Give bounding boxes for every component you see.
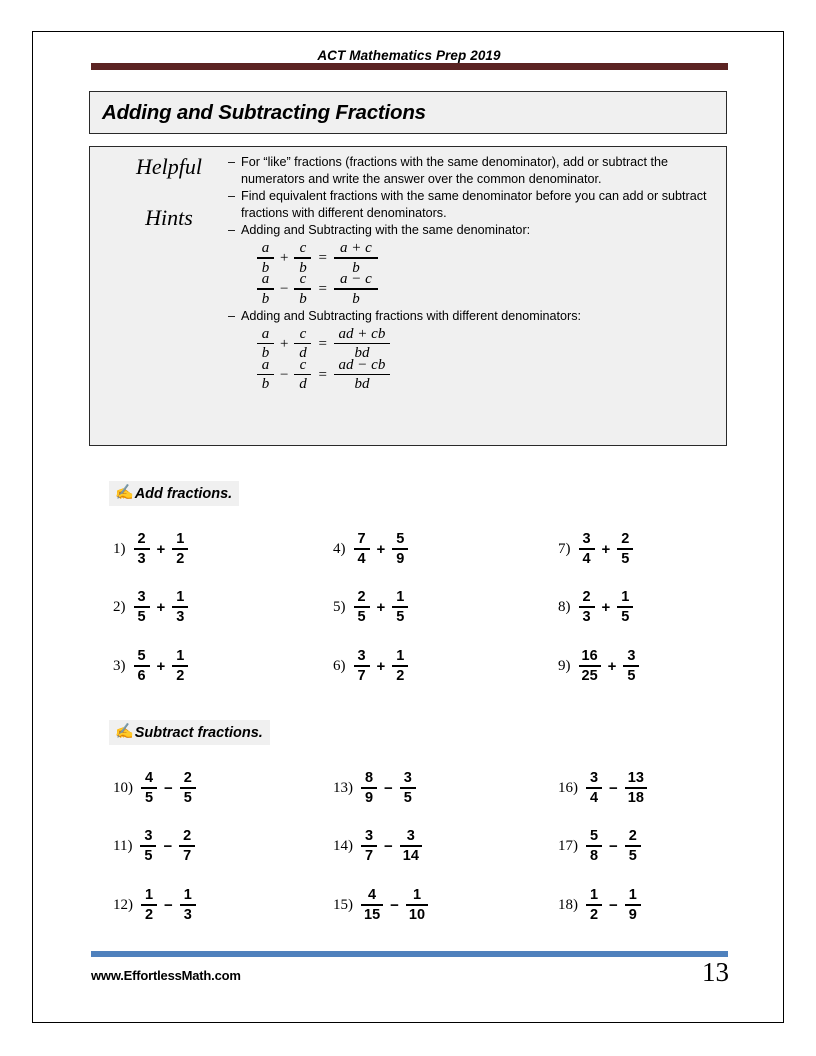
numerator: c <box>299 356 307 373</box>
problem-number: 17) <box>558 837 578 854</box>
operator: − <box>609 896 618 914</box>
fraction-operand <box>625 829 641 863</box>
operator: − <box>164 896 173 914</box>
hint-text: Adding and Subtracting fractions with different denominators: <box>241 308 582 323</box>
fraction-operand <box>400 829 422 863</box>
running-header-title: ACT Mathematics Prep 2019 <box>317 48 501 63</box>
page-content <box>33 32 785 1024</box>
fraction-operand <box>406 888 428 922</box>
fraction-operand <box>586 771 602 805</box>
numerator: 1 <box>621 589 630 605</box>
denominator: 10 <box>408 906 426 923</box>
hint-line <box>228 188 714 221</box>
fraction-operand <box>134 649 150 683</box>
denominator: 5 <box>621 608 630 625</box>
denominator: 25 <box>581 667 598 684</box>
fraction-operand <box>623 649 639 683</box>
fraction-operand <box>141 888 157 922</box>
numerator: 2 <box>582 589 591 605</box>
denominator: 3 <box>137 550 146 567</box>
operator: + <box>156 540 166 558</box>
numerator: 1 <box>183 887 192 903</box>
fraction-operand <box>579 649 601 683</box>
operator: − <box>164 779 173 797</box>
problem-number: 14) <box>333 837 353 854</box>
fraction-operand <box>172 590 188 624</box>
fraction-operand <box>180 771 196 805</box>
numerator: 8 <box>364 770 374 786</box>
numerator: ad − cb <box>338 356 386 373</box>
numerator: 3 <box>627 648 636 664</box>
denominator: 5 <box>621 550 630 567</box>
problem-expression <box>139 829 196 863</box>
problem-expression <box>585 888 642 922</box>
hint-dash: – <box>228 189 236 204</box>
denominator: 9 <box>396 550 405 567</box>
section-title: Subtract fractions. <box>134 724 263 741</box>
fraction-operand <box>625 888 641 922</box>
fraction-operand <box>586 888 602 922</box>
problem-number: 2) <box>113 598 126 615</box>
problem-item[interactable] <box>333 590 409 624</box>
formula-row <box>256 356 714 393</box>
problem-expression <box>133 649 190 683</box>
chapter-title-box <box>89 91 727 134</box>
hint-dash: – <box>228 155 236 169</box>
fraction-operand <box>617 590 633 624</box>
numerator: c <box>299 325 307 342</box>
numerator: ad + cb <box>338 325 386 342</box>
quill-icon: ✍ <box>115 484 134 501</box>
denominator: 2 <box>396 667 405 684</box>
problem-item[interactable] <box>333 771 417 805</box>
operator: + <box>280 249 289 266</box>
problem-item[interactable] <box>558 771 648 805</box>
denominator: 3 <box>582 608 591 625</box>
numerator: a <box>261 240 270 257</box>
hints-label-line1: Helpful <box>136 154 202 179</box>
numerator: 2 <box>621 531 630 547</box>
problem-expression <box>585 771 648 805</box>
problem-expression <box>578 532 635 566</box>
denominator: 3 <box>183 906 192 923</box>
denominator: 5 <box>627 667 636 684</box>
denominator: 3 <box>176 608 185 625</box>
problem-expression <box>578 649 641 683</box>
denominator: 6 <box>137 667 146 684</box>
denominator: b <box>261 290 270 307</box>
problem-expression <box>353 649 410 683</box>
denominator: b <box>299 259 307 276</box>
problem-expression <box>360 888 429 922</box>
operator: + <box>376 598 386 616</box>
numerator: 3 <box>406 828 415 844</box>
denominator: b <box>299 290 307 307</box>
numerator: 13 <box>627 770 644 786</box>
problem-number: 6) <box>333 657 346 674</box>
numerator: a <box>261 325 270 342</box>
numerator: 16 <box>581 648 598 664</box>
fraction-operand <box>140 829 156 863</box>
denominator: 5 <box>144 847 153 864</box>
denominator: 2 <box>144 906 154 923</box>
numerator: 1 <box>176 531 185 547</box>
fraction-operand <box>180 888 196 922</box>
numerator: 3 <box>137 589 146 605</box>
denominator: 5 <box>183 789 192 806</box>
numerator: 1 <box>144 887 154 903</box>
problem-item[interactable] <box>333 888 429 922</box>
problem-number: 1) <box>113 540 126 557</box>
section-title: Add fractions. <box>134 485 233 502</box>
problem-expression <box>353 532 410 566</box>
numerator: 3 <box>364 828 374 844</box>
numerator: 5 <box>137 648 146 664</box>
fraction-result <box>334 272 378 307</box>
problem-number: 5) <box>333 598 346 615</box>
operator: − <box>384 837 393 855</box>
operator: + <box>376 657 386 675</box>
problem-number: 4) <box>333 540 346 557</box>
numerator: 3 <box>582 531 591 547</box>
numerator: c <box>299 240 307 257</box>
operator: − <box>384 779 393 797</box>
numerator: 5 <box>396 531 405 547</box>
quill-icon: ✍ <box>115 723 134 740</box>
numerator: 1 <box>412 887 422 903</box>
footer-rule <box>91 951 728 957</box>
formula-group-different-denominator <box>256 325 714 393</box>
numerator: a − c <box>340 271 372 288</box>
numerator: 1 <box>628 887 637 903</box>
numerator: 2 <box>137 531 146 547</box>
hint-text: Find equivalent fractions with the same denominator before you can add or subtract fractions with different denominators. <box>241 189 707 220</box>
denominator: 5 <box>628 847 637 864</box>
denominator: 2 <box>176 550 185 567</box>
operator: − <box>163 837 173 855</box>
operator: + <box>280 335 289 352</box>
denominator: d <box>299 345 307 362</box>
operator: − <box>609 837 618 855</box>
denominator: 14 <box>402 847 419 864</box>
denominator: 5 <box>403 789 412 806</box>
problem-item[interactable] <box>558 649 640 683</box>
problem-expression <box>585 829 642 863</box>
problem-expression <box>578 590 635 624</box>
hint-text: For “like” fractions (fractions with the same denominator), add or subtract the numerators and write the answer over the common denominator. <box>241 155 668 186</box>
hint-line <box>228 308 714 325</box>
numerator: 2 <box>183 828 192 844</box>
problem-number: 16) <box>558 779 578 796</box>
denominator: 15 <box>364 906 381 923</box>
fraction-operand <box>354 590 370 624</box>
numerator: 5 <box>589 828 599 844</box>
numerator: c <box>299 271 307 288</box>
numerator: 2 <box>628 828 637 844</box>
fraction-operand <box>617 532 633 566</box>
numerator: 4 <box>368 887 377 903</box>
operator: − <box>280 366 289 383</box>
numerator: 2 <box>183 770 192 786</box>
denominator: 7 <box>183 847 192 864</box>
fraction-operand <box>586 829 602 863</box>
problem-number: 11) <box>113 837 133 854</box>
denominator: 5 <box>144 789 154 806</box>
denominator: bd <box>354 376 370 393</box>
numerator: a <box>261 356 270 373</box>
page-frame <box>32 31 784 1023</box>
hint-line <box>228 154 714 187</box>
problem-item[interactable] <box>558 829 642 863</box>
formula-row <box>256 271 714 307</box>
denominator: 9 <box>628 906 637 923</box>
numerator: a <box>261 271 270 288</box>
operator: + <box>156 657 166 675</box>
problem-item[interactable] <box>113 771 197 805</box>
hint-dash: – <box>228 308 236 323</box>
footer-website-url: www.EffortlessMath.com <box>91 968 241 983</box>
fraction-operand <box>134 532 150 566</box>
problem-expression <box>140 771 197 805</box>
problem-expression <box>133 590 190 624</box>
problem-number: 12) <box>113 896 133 913</box>
fraction-operand <box>392 590 408 624</box>
formula-group-same-denominator <box>256 240 714 307</box>
fraction-operand <box>294 358 311 393</box>
fraction-operand <box>257 272 274 307</box>
fraction-operand <box>361 829 377 863</box>
problem-item[interactable] <box>113 888 197 922</box>
denominator: 7 <box>364 847 374 864</box>
helpful-hints-label <box>104 155 234 230</box>
numerator: 1 <box>176 589 185 605</box>
fraction-operand <box>257 358 274 393</box>
equals-sign: = <box>318 249 327 266</box>
hint-line <box>228 222 714 239</box>
problem-expression <box>133 532 190 566</box>
numerator: a + c <box>340 240 372 257</box>
fraction-operand <box>134 590 150 624</box>
fraction-operand <box>400 771 416 805</box>
denominator: b <box>352 290 360 307</box>
operator: + <box>607 657 617 675</box>
denominator: b <box>261 259 270 276</box>
denominator: bd <box>354 345 370 362</box>
problem-expression <box>140 888 197 922</box>
numerator: 2 <box>357 589 366 605</box>
problem-number: 9) <box>558 657 571 674</box>
denominator: 5 <box>396 608 405 625</box>
fraction-operand <box>294 272 311 307</box>
denominator: b <box>261 376 270 393</box>
problem-item[interactable] <box>113 649 189 683</box>
denominator: 2 <box>176 667 185 684</box>
problem-item[interactable] <box>558 590 634 624</box>
numerator: 1 <box>176 648 185 664</box>
problem-number: 15) <box>333 896 353 913</box>
denominator: 7 <box>357 667 366 684</box>
problem-number: 13) <box>333 779 353 796</box>
formula-row <box>256 325 714 362</box>
denominator: 4 <box>589 789 599 806</box>
fraction-operand <box>172 649 188 683</box>
denominator: d <box>299 376 307 393</box>
operator: + <box>601 598 611 616</box>
operator: + <box>376 540 386 558</box>
fraction-operand <box>392 532 408 566</box>
hint-text: Adding and Subtracting with the same denominator: <box>241 223 531 238</box>
denominator: 5 <box>357 608 366 625</box>
operator: − <box>280 280 289 297</box>
operator: + <box>156 598 166 616</box>
problem-item[interactable] <box>558 532 634 566</box>
denominator: 9 <box>364 789 374 806</box>
fraction-result <box>334 358 390 393</box>
equals-sign: = <box>318 280 327 297</box>
fraction-operand <box>392 649 408 683</box>
formula-row <box>256 240 714 276</box>
problem-item[interactable] <box>113 590 189 624</box>
helpful-hints-box <box>89 146 727 446</box>
problem-number: 8) <box>558 598 571 615</box>
header-rule <box>91 63 728 70</box>
numerator: 1 <box>396 648 405 664</box>
fraction-operand <box>579 590 595 624</box>
denominator: 2 <box>589 906 599 923</box>
problem-item[interactable] <box>113 532 189 566</box>
denominator: b <box>352 259 360 276</box>
problem-expression <box>353 590 410 624</box>
numerator: 3 <box>357 648 366 664</box>
problem-number: 7) <box>558 540 571 557</box>
fraction-operand <box>179 829 195 863</box>
problem-item[interactable] <box>333 532 409 566</box>
problem-item[interactable] <box>558 888 642 922</box>
problem-item[interactable] <box>333 829 423 863</box>
problem-number: 18) <box>558 896 578 913</box>
denominator: 4 <box>357 550 366 567</box>
fraction-operand <box>361 771 377 805</box>
denominator: 5 <box>137 608 146 625</box>
problem-number: 3) <box>113 657 126 674</box>
equals-sign: = <box>318 366 327 383</box>
operator: − <box>609 779 618 797</box>
fraction-operand <box>141 771 157 805</box>
fraction-operand <box>579 532 595 566</box>
helpful-hints-body <box>228 154 714 394</box>
hint-dash: – <box>228 223 236 238</box>
section-heading-subtract-fractions <box>109 720 270 745</box>
fraction-operand <box>361 888 383 922</box>
fraction-operand <box>625 771 647 805</box>
numerator: 3 <box>589 770 599 786</box>
hints-label-line2: Hints <box>145 205 193 231</box>
problem-expression <box>360 829 423 863</box>
numerator: 1 <box>396 589 405 605</box>
operator: − <box>390 896 399 914</box>
fraction-operand <box>172 532 188 566</box>
denominator: 4 <box>582 550 591 567</box>
page-number: 13 <box>702 957 729 987</box>
numerator: 3 <box>403 770 412 786</box>
section-heading-add-fractions <box>109 481 239 506</box>
denominator: b <box>261 345 270 362</box>
numerator: 4 <box>144 770 154 786</box>
numerator: 1 <box>589 887 599 903</box>
problem-item[interactable] <box>333 649 409 683</box>
problem-number: 10) <box>113 779 133 796</box>
denominator: 8 <box>589 847 599 864</box>
fraction-operand <box>354 532 370 566</box>
page-title: Adding and Subtracting Fractions <box>102 101 426 124</box>
denominator: 18 <box>627 789 644 806</box>
numerator: 3 <box>144 828 153 844</box>
operator: + <box>601 540 611 558</box>
problem-expression <box>360 771 417 805</box>
numerator: 7 <box>357 531 366 547</box>
fraction-operand <box>354 649 370 683</box>
problem-item[interactable] <box>113 829 196 863</box>
equals-sign: = <box>318 335 327 352</box>
